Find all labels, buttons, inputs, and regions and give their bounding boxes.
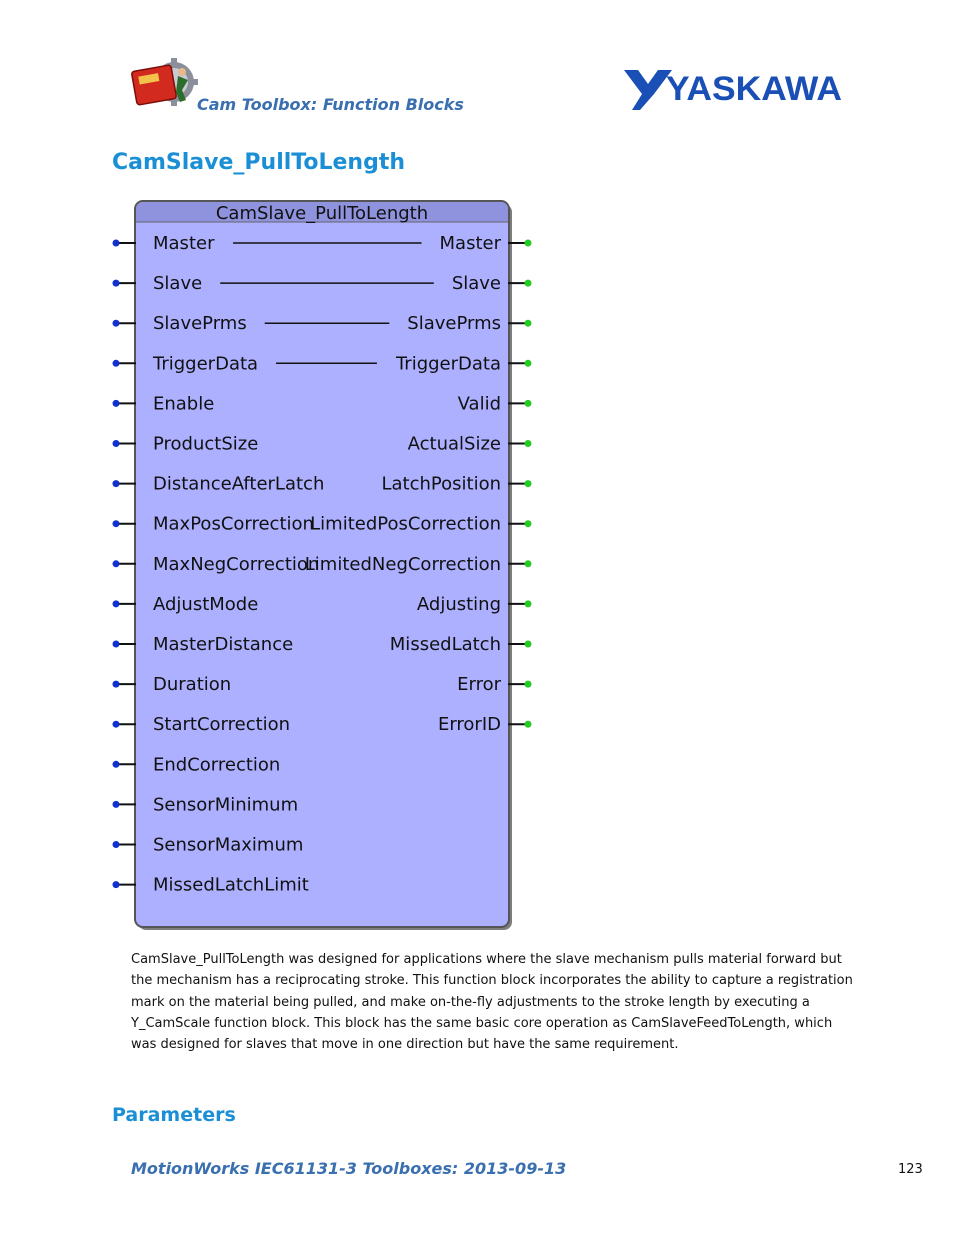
input-pin-label: AdjustMode xyxy=(153,593,259,615)
output-pin-dot xyxy=(525,280,532,287)
block-title: CamSlave_PullToLength xyxy=(215,203,429,224)
output-pin-dot xyxy=(525,520,532,527)
output-pin-dot xyxy=(525,320,532,327)
section-heading-parameters: Parameters xyxy=(112,1104,236,1126)
description-line: was designed for slaves that move in one direction but have the same requirement. xyxy=(131,1037,679,1053)
brand-name: YASKAWA xyxy=(666,70,842,108)
output-pin-label: MissedLatch xyxy=(389,634,501,655)
input-pin-label: Enable xyxy=(153,393,215,415)
description-line: Y_CamScale function block. This block has the same basic core operation as CamSlaveFeedToLength, which xyxy=(131,1015,833,1031)
input-pin-dot xyxy=(113,240,120,247)
output-pin-label: Master xyxy=(439,233,501,254)
footer-text: MotionWorks IEC61131-3 Toolboxes: 2013-09-13 xyxy=(131,1159,567,1178)
function-block-diagram xyxy=(108,198,544,934)
output-pin-label: LatchPosition xyxy=(381,473,501,495)
output-pin-dot xyxy=(525,600,532,607)
input-pin-dot xyxy=(113,480,120,487)
output-pin-label: SlavePrms xyxy=(407,313,501,335)
input-pin-dot xyxy=(113,721,120,728)
output-pin-label: ActualSize xyxy=(407,433,501,455)
output-pin-label: Error xyxy=(457,674,501,696)
header-title: Cam Toolbox: Function Blocks xyxy=(197,95,464,114)
output-pin-dot xyxy=(525,480,532,487)
input-pin-label: MissedLatchLimit xyxy=(153,874,309,896)
input-pin-dot xyxy=(113,320,120,327)
input-pin-label: TriggerData xyxy=(153,353,259,375)
input-pin-label: Slave xyxy=(153,273,203,295)
input-pin-label: DistanceAfterLatch xyxy=(153,473,325,495)
output-pin-dot xyxy=(525,560,532,567)
description-line: mark on the material being pulled, and make on-the-fly adjustments to the stroke length by executing a xyxy=(131,994,810,1010)
input-pin-dot xyxy=(113,801,120,808)
cam-toolbox-logo-icon xyxy=(130,58,200,112)
input-pin-dot xyxy=(113,641,120,648)
input-pin-label: SensorMinimum xyxy=(153,794,299,816)
input-pin-dot xyxy=(113,440,120,447)
input-pin-label: Duration xyxy=(153,674,232,696)
output-pin-dot xyxy=(525,360,532,367)
input-pin-dot xyxy=(113,400,120,407)
description xyxy=(131,949,853,1055)
output-pin-dot xyxy=(525,721,532,728)
input-pin-label: SensorMaximum xyxy=(153,834,304,856)
input-pin-label: ProductSize xyxy=(153,433,259,455)
input-pin-dot xyxy=(113,520,120,527)
output-pin-label: Valid xyxy=(457,393,501,415)
input-pin-dot xyxy=(113,761,120,768)
page-number: 123 xyxy=(898,1162,923,1177)
input-pin-dot xyxy=(113,360,120,367)
yaskawa-logo-icon xyxy=(622,66,844,112)
output-pin-label: Slave xyxy=(451,273,501,295)
output-pin-dot xyxy=(525,440,532,447)
input-pin-dot xyxy=(113,560,120,567)
output-pin-dot xyxy=(525,681,532,688)
input-pin-dot xyxy=(113,681,120,688)
output-pin-dot xyxy=(525,240,532,247)
output-pin-label: Adjusting xyxy=(416,593,501,615)
description-line: the mechanism has a reciprocating stroke. This function block incorporates the ability to capture a registration xyxy=(131,973,853,989)
output-pin-label: LimitedNegCorrection xyxy=(304,553,501,575)
input-pin-dot xyxy=(113,881,120,888)
output-pin-label: ErrorID xyxy=(437,714,501,736)
output-pin-dot xyxy=(525,400,532,407)
input-pin-label: Master xyxy=(153,233,215,254)
input-pin-dot xyxy=(113,280,120,287)
page-title: CamSlave_PullToLength xyxy=(112,150,406,175)
input-pin-dot xyxy=(113,600,120,607)
description-line: CamSlave_PullToLength was designed for applications where the slave mechanism pulls material forward but xyxy=(131,952,842,967)
input-pin-label: MasterDistance xyxy=(153,634,294,655)
input-pin-label: SlavePrms xyxy=(153,313,247,335)
input-pin-label: StartCorrection xyxy=(153,714,291,736)
input-pin-label: EndCorrection xyxy=(153,754,281,776)
output-pin-dot xyxy=(525,641,532,648)
input-pin-dot xyxy=(113,841,120,848)
input-pin-label: MaxNegCorrection xyxy=(153,553,320,575)
output-pin-label: TriggerData xyxy=(395,353,501,375)
output-pin-label: LimitedPosCorrection xyxy=(310,513,501,535)
input-pin-label: MaxPosCorrection xyxy=(153,513,314,535)
